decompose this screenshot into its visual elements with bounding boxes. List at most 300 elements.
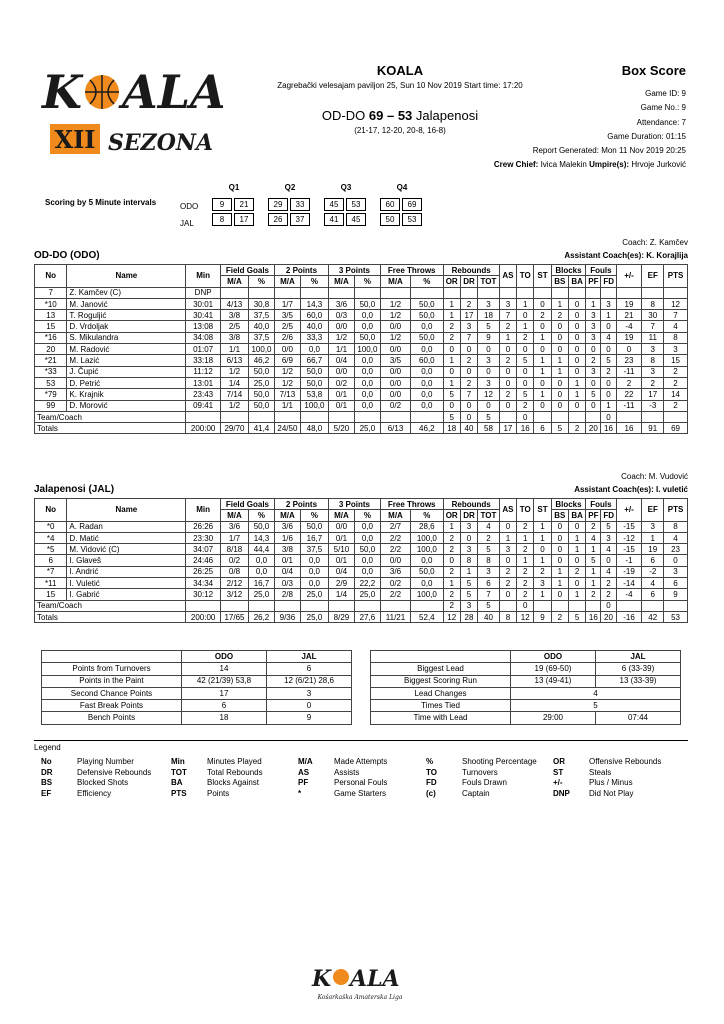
table-cell: 0/1: [328, 555, 354, 566]
table-cell: 25,0: [249, 589, 275, 600]
table-cell: 1: [601, 310, 616, 321]
table-cell: 0,0: [411, 555, 443, 566]
koala-logo: [38, 62, 223, 160]
table-cell: 19: [616, 298, 642, 309]
team2-title: Jalapenosi (JAL): [34, 484, 115, 495]
summary-header-row: [42, 651, 352, 663]
table-cell: 50,0: [411, 332, 443, 343]
table-cell: -15: [616, 544, 642, 555]
table-cell: 50,0: [411, 310, 443, 321]
col-header: +/-: [616, 499, 642, 522]
table-cell: 0: [586, 377, 601, 388]
table-cell: 4: [601, 332, 616, 343]
table-cell: 5: [460, 589, 477, 600]
table-cell: [664, 411, 688, 422]
table-cell: 0,0: [354, 321, 380, 332]
table-cell: 5: [460, 578, 477, 589]
table-cell: 12: [517, 611, 534, 622]
legend-desc: Assists: [334, 767, 360, 777]
table-cell: 3: [499, 544, 516, 555]
quarter-header: Q3: [340, 183, 352, 192]
table-cell: 0: [460, 366, 477, 377]
logo-roman: XII: [54, 125, 96, 154]
table-cell: 16: [601, 423, 616, 434]
table-cell: 5/20: [328, 423, 354, 434]
table-cell: 33,3: [300, 332, 328, 343]
table-cell: 0/1: [328, 400, 354, 411]
table-cell: 0/3: [274, 578, 300, 589]
table-cell: 1: [517, 298, 534, 309]
table-cell: 5: [478, 600, 500, 611]
table-cell: 21: [616, 310, 642, 321]
col-subheader: M/A: [380, 510, 410, 521]
table-cell: 100,0: [411, 544, 443, 555]
table-cell: 1: [534, 532, 551, 543]
legend-desc: Fouls Drawn: [462, 778, 507, 787]
table-cell: 5: [586, 389, 601, 400]
summary-value: 4: [511, 687, 681, 699]
legend-item: [41, 789, 111, 798]
col-subheader: PF: [586, 276, 601, 287]
summary-value: 6: [182, 700, 267, 712]
table-cell: 0/4: [328, 566, 354, 577]
summary-label: Points in the Paint: [42, 675, 182, 687]
table-cell: 0,0: [411, 389, 443, 400]
table-cell: 34:07: [186, 544, 221, 555]
table-cell: 8: [460, 555, 477, 566]
table-cell: 1: [517, 532, 534, 543]
legend-item: [298, 778, 387, 787]
table-cell: 6: [642, 589, 664, 600]
table-cell: 1: [551, 355, 568, 366]
team1-assistant: Assistant Coach(es): K. Korajlija: [564, 251, 688, 260]
table-cell: 60,0: [411, 355, 443, 366]
table-cell: 2: [460, 377, 477, 388]
empty-cell: [499, 287, 516, 298]
legend-item: [41, 768, 151, 777]
table-cell: -4: [616, 589, 642, 600]
summary-value: 07:44: [596, 712, 681, 724]
summary-label: Time with Lead: [371, 712, 511, 724]
match-line: [270, 108, 530, 123]
col-header: Free Throws: [380, 265, 443, 276]
umpires: Hrvoje Jurković: [631, 160, 686, 169]
table-cell: 50,0: [249, 366, 275, 377]
table-cell: 8: [478, 555, 500, 566]
table-cell: 8/29: [328, 611, 354, 622]
home-team: OD-DO: [321, 108, 366, 123]
legend-desc: Blocked Shots: [77, 778, 129, 787]
crew-line: [494, 160, 686, 169]
table-cell: 9: [664, 589, 688, 600]
table-cell: 5: [517, 355, 534, 366]
table-cell: 0: [586, 344, 601, 355]
table-cell: 17: [499, 423, 516, 434]
table-cell: 0: [551, 344, 568, 355]
col-header: PTS: [664, 499, 688, 522]
table-cell: 1/2: [220, 400, 248, 411]
legend-desc: Total Rebounds: [207, 767, 263, 777]
table-cell: 0/1: [274, 555, 300, 566]
table-cell: 50,0: [300, 366, 328, 377]
legend-item: [171, 768, 263, 777]
legend-item: [171, 757, 262, 766]
legend-item: [553, 778, 633, 787]
summary-value: 19 (69-50): [511, 663, 596, 675]
table-cell: 0: [551, 389, 568, 400]
table-cell: -2: [642, 566, 664, 577]
table-cell: 2: [534, 310, 551, 321]
page-title: KOALA: [376, 63, 424, 78]
table-cell: 5: [551, 423, 568, 434]
table-cell: 1/7: [274, 298, 300, 309]
table-cell: 4: [664, 532, 688, 543]
table-cell: 8: [499, 611, 516, 622]
game-meta: [533, 87, 686, 158]
summary-value: 13 (49-41): [511, 675, 596, 687]
table-cell: 0: [551, 532, 568, 543]
table-cell: 17: [460, 310, 477, 321]
table-cell: 2: [664, 366, 688, 377]
empty-cell: [411, 287, 443, 298]
table-cell: 3/8: [220, 332, 248, 343]
player-name: K. Krajnik: [67, 389, 186, 400]
table-cell: 16,7: [249, 578, 275, 589]
table-cell: 19: [642, 544, 664, 555]
table-cell: 1/2: [274, 377, 300, 388]
table-cell: 0: [443, 344, 460, 355]
legend-item: [41, 757, 134, 766]
col-subheader: TOT: [478, 276, 500, 287]
col-subheader: FD: [601, 510, 616, 521]
team-coach-row: [35, 600, 688, 611]
col-header: Min: [186, 499, 221, 522]
table-cell: 4: [601, 544, 616, 555]
table-cell: 2: [499, 321, 516, 332]
table-cell: 200:00: [186, 423, 221, 434]
legend-item: [426, 789, 490, 798]
table-cell: 5: [568, 611, 585, 622]
col-header: +/-: [616, 265, 642, 288]
table-cell: 0/1: [328, 532, 354, 543]
table-cell: 0/2: [380, 400, 410, 411]
player-row: [35, 400, 688, 411]
header-row: [35, 499, 688, 510]
legend-item: [41, 778, 128, 787]
table-cell: 3: [478, 377, 500, 388]
table-cell: 1/4: [220, 377, 248, 388]
table-cell: 6: [664, 578, 688, 589]
table-cell: 0/2: [380, 578, 410, 589]
table-cell: *79: [35, 389, 67, 400]
table-cell: 3/6: [220, 521, 248, 532]
col-header: TO: [517, 499, 534, 522]
col-header: PTS: [664, 265, 688, 288]
table-cell: 0/1: [328, 389, 354, 400]
table-cell: *0: [35, 521, 67, 532]
table-cell: 2: [443, 589, 460, 600]
col-subheader: M/A: [380, 276, 410, 287]
table-cell: 9: [534, 611, 551, 622]
table-cell: 0: [601, 600, 616, 611]
col-subheader: BS: [551, 276, 568, 287]
table-cell: 3: [586, 366, 601, 377]
table-cell: 5: [478, 411, 500, 422]
table-cell: 0/8: [220, 566, 248, 577]
table-cell: 30:01: [186, 298, 221, 309]
table-cell: *10: [35, 298, 67, 309]
table-cell: 1/2: [380, 298, 410, 309]
col-subheader: %: [300, 510, 328, 521]
table-cell: 0: [551, 521, 568, 532]
interval-score-odo: 45: [324, 198, 344, 211]
table-cell: 0,0: [300, 578, 328, 589]
legend-desc: Steals: [589, 767, 612, 777]
col-subheader: %: [354, 510, 380, 521]
table-cell: 27,6: [354, 611, 380, 622]
table-cell: 0: [534, 344, 551, 355]
table-cell: 25,0: [249, 377, 275, 388]
table-cell: 1/2: [220, 366, 248, 377]
table-cell: 0,0: [354, 355, 380, 366]
table-cell: 1/7: [220, 532, 248, 543]
col-header: No: [35, 499, 67, 522]
table-cell: 20: [601, 611, 616, 622]
table-cell: 28: [460, 611, 477, 622]
empty-cell: [601, 287, 616, 298]
table-cell: 26:25: [186, 566, 221, 577]
summary-left-table: [41, 650, 352, 725]
table-cell: 2: [586, 355, 601, 366]
table-cell: 4: [586, 532, 601, 543]
team-coach-row: [35, 411, 688, 422]
interval-score-jal: 8: [212, 213, 232, 226]
table-cell: 100,0: [411, 589, 443, 600]
footer-basketball-icon: [333, 969, 349, 985]
table-cell: 0,0: [300, 555, 328, 566]
summary-row: [42, 687, 352, 699]
col-header: Rebounds: [443, 265, 499, 276]
table-cell: 16: [586, 611, 601, 622]
table-cell: -12: [616, 532, 642, 543]
table-cell: 0: [517, 411, 534, 422]
table-cell: [220, 600, 248, 611]
col-subheader: DR: [460, 276, 477, 287]
table-cell: 3/8: [274, 544, 300, 555]
table-cell: 50,0: [411, 298, 443, 309]
table-cell: [411, 600, 443, 611]
empty-cell: [568, 287, 585, 298]
summary-row: [42, 712, 352, 724]
doc-type: Box Score: [621, 63, 686, 78]
table-cell: 37,5: [300, 544, 328, 555]
table-cell: 0,0: [411, 578, 443, 589]
table-cell: 5: [517, 389, 534, 400]
table-cell: 3: [601, 298, 616, 309]
table-cell: 1: [534, 521, 551, 532]
col-header: 2 Points: [274, 499, 328, 510]
empty-cell: [664, 287, 688, 298]
table-cell: 0,0: [354, 389, 380, 400]
table-cell: 7: [460, 389, 477, 400]
col-header: Name: [67, 265, 186, 288]
player-name: I. Gabrić: [67, 589, 186, 600]
table-cell: 15: [35, 321, 67, 332]
table-cell: 2: [568, 423, 585, 434]
table-cell: 1: [517, 321, 534, 332]
table-cell: 0: [568, 521, 585, 532]
legend-desc: Personal Fouls: [334, 778, 388, 787]
table-cell: 2: [517, 589, 534, 600]
legend-desc: Playing Number: [77, 757, 134, 766]
scoring-team-odo: ODO: [180, 202, 199, 211]
table-cell: [354, 600, 380, 611]
empty-cell: [274, 287, 300, 298]
table-cell: 1: [568, 544, 585, 555]
table-cell: 0/0: [328, 321, 354, 332]
col-header: ST: [534, 499, 551, 522]
table-cell: 12: [664, 298, 688, 309]
table-cell: 3: [478, 298, 500, 309]
table-cell: 1: [443, 578, 460, 589]
table-cell: 2: [586, 589, 601, 600]
footer-tagline: Košarkaška Amaterska Liga: [317, 994, 403, 1001]
player-name: I. Andrić: [67, 566, 186, 577]
table-cell: 0: [551, 544, 568, 555]
table-cell: 0,0: [354, 521, 380, 532]
summary-header: [371, 651, 511, 663]
legend-item: [553, 789, 633, 798]
summary-row: [42, 675, 352, 687]
table-cell: 7: [35, 287, 67, 298]
table-cell: 2: [499, 389, 516, 400]
summary-value: 0: [267, 700, 352, 712]
table-cell: 3: [586, 310, 601, 321]
table-cell: 0: [460, 344, 477, 355]
table-cell: 0: [443, 400, 460, 411]
table-cell: 16: [517, 423, 534, 434]
legend-desc: Efficiency: [77, 788, 112, 798]
table-cell: 0,0: [354, 532, 380, 543]
interval-score-jal: 53: [402, 213, 422, 226]
legend-abbr: +/-: [553, 778, 563, 787]
table-cell: 13:01: [186, 377, 221, 388]
table-cell: 0: [499, 555, 516, 566]
table-cell: 0: [568, 310, 585, 321]
summary-row: [42, 700, 352, 712]
table-cell: 0: [568, 355, 585, 366]
summary-label: Lead Changes: [371, 687, 511, 699]
col-header: Fouls: [586, 265, 616, 276]
table-cell: 0: [601, 555, 616, 566]
col-subheader: OR: [443, 510, 460, 521]
table-cell: 1: [551, 566, 568, 577]
summary-row: [371, 687, 681, 699]
col-subheader: %: [300, 276, 328, 287]
table-cell: 29/70: [220, 423, 248, 434]
crew-chief: Ivica Malekin: [540, 160, 587, 169]
table-cell: 0/0: [380, 377, 410, 388]
table-cell: 2: [443, 321, 460, 332]
table-cell: [568, 411, 585, 422]
table-cell: 0: [601, 321, 616, 332]
legend: [34, 740, 688, 798]
table-cell: [411, 411, 443, 422]
table-cell: 15: [35, 589, 67, 600]
table-cell: 2: [601, 589, 616, 600]
table-cell: 23:43: [186, 389, 221, 400]
table-cell: *7: [35, 566, 67, 577]
col-subheader: %: [411, 510, 443, 521]
legend-desc: Defensive Rebounds: [77, 767, 152, 777]
table-cell: 42: [642, 611, 664, 622]
table-cell: 2: [664, 377, 688, 388]
col-subheader: %: [249, 510, 275, 521]
summary-label: Fast Break Points: [42, 700, 182, 712]
table-cell: 46,2: [411, 423, 443, 434]
table-cell: 1: [551, 578, 568, 589]
interval-score-odo: 53: [346, 198, 366, 211]
table-cell: 2: [551, 611, 568, 622]
table-cell: 2: [443, 532, 460, 543]
table-cell: 3: [460, 321, 477, 332]
table-cell: 2/2: [380, 544, 410, 555]
table-cell: 7: [478, 589, 500, 600]
table-cell: 19: [616, 332, 642, 343]
table-cell: 99: [35, 400, 67, 411]
team2-coach: Coach: M. Vudović: [621, 472, 688, 481]
table-cell: 6: [642, 555, 664, 566]
table-cell: 3: [664, 344, 688, 355]
legend-abbr: PF: [298, 778, 309, 787]
table-cell: 2/5: [274, 321, 300, 332]
meta-line: Game ID: 9: [645, 89, 686, 98]
table-cell: 200:00: [186, 611, 221, 622]
crew-label: Crew Chief:: [493, 160, 539, 169]
summary-label: Biggest Scoring Run: [371, 675, 511, 687]
table-cell: [616, 411, 642, 422]
table-cell: 2/2: [380, 532, 410, 543]
player-row: [35, 555, 688, 566]
table-cell: 53: [664, 611, 688, 622]
col-subheader: BA: [568, 510, 585, 521]
legend-abbr: DNP: [553, 788, 570, 798]
table-cell: 91: [642, 423, 664, 434]
summary-header-row: [371, 651, 681, 663]
table-cell: 50,0: [300, 377, 328, 388]
table-cell: 0,0: [411, 400, 443, 411]
umpires-label: Umpire(s):: [589, 160, 630, 169]
table-cell: 3: [586, 332, 601, 343]
table-cell: 0/4: [274, 566, 300, 577]
summary-value: 9: [267, 712, 352, 724]
table-cell: 3: [460, 544, 477, 555]
legend-desc: Turnovers: [462, 767, 498, 777]
table-cell: 7: [642, 321, 664, 332]
legend-abbr: M/A: [298, 757, 313, 766]
table-cell: 17: [642, 389, 664, 400]
player-row: [35, 578, 688, 589]
table-cell: 1: [551, 298, 568, 309]
summary-value: 6: [267, 663, 352, 675]
header-row: [35, 265, 688, 276]
table-cell: 0,0: [411, 377, 443, 388]
table-cell: 0: [568, 578, 585, 589]
table-cell: 3/12: [220, 589, 248, 600]
table-cell: 22,2: [354, 578, 380, 589]
table-cell: 58: [478, 423, 500, 434]
table-cell: 7/13: [274, 389, 300, 400]
